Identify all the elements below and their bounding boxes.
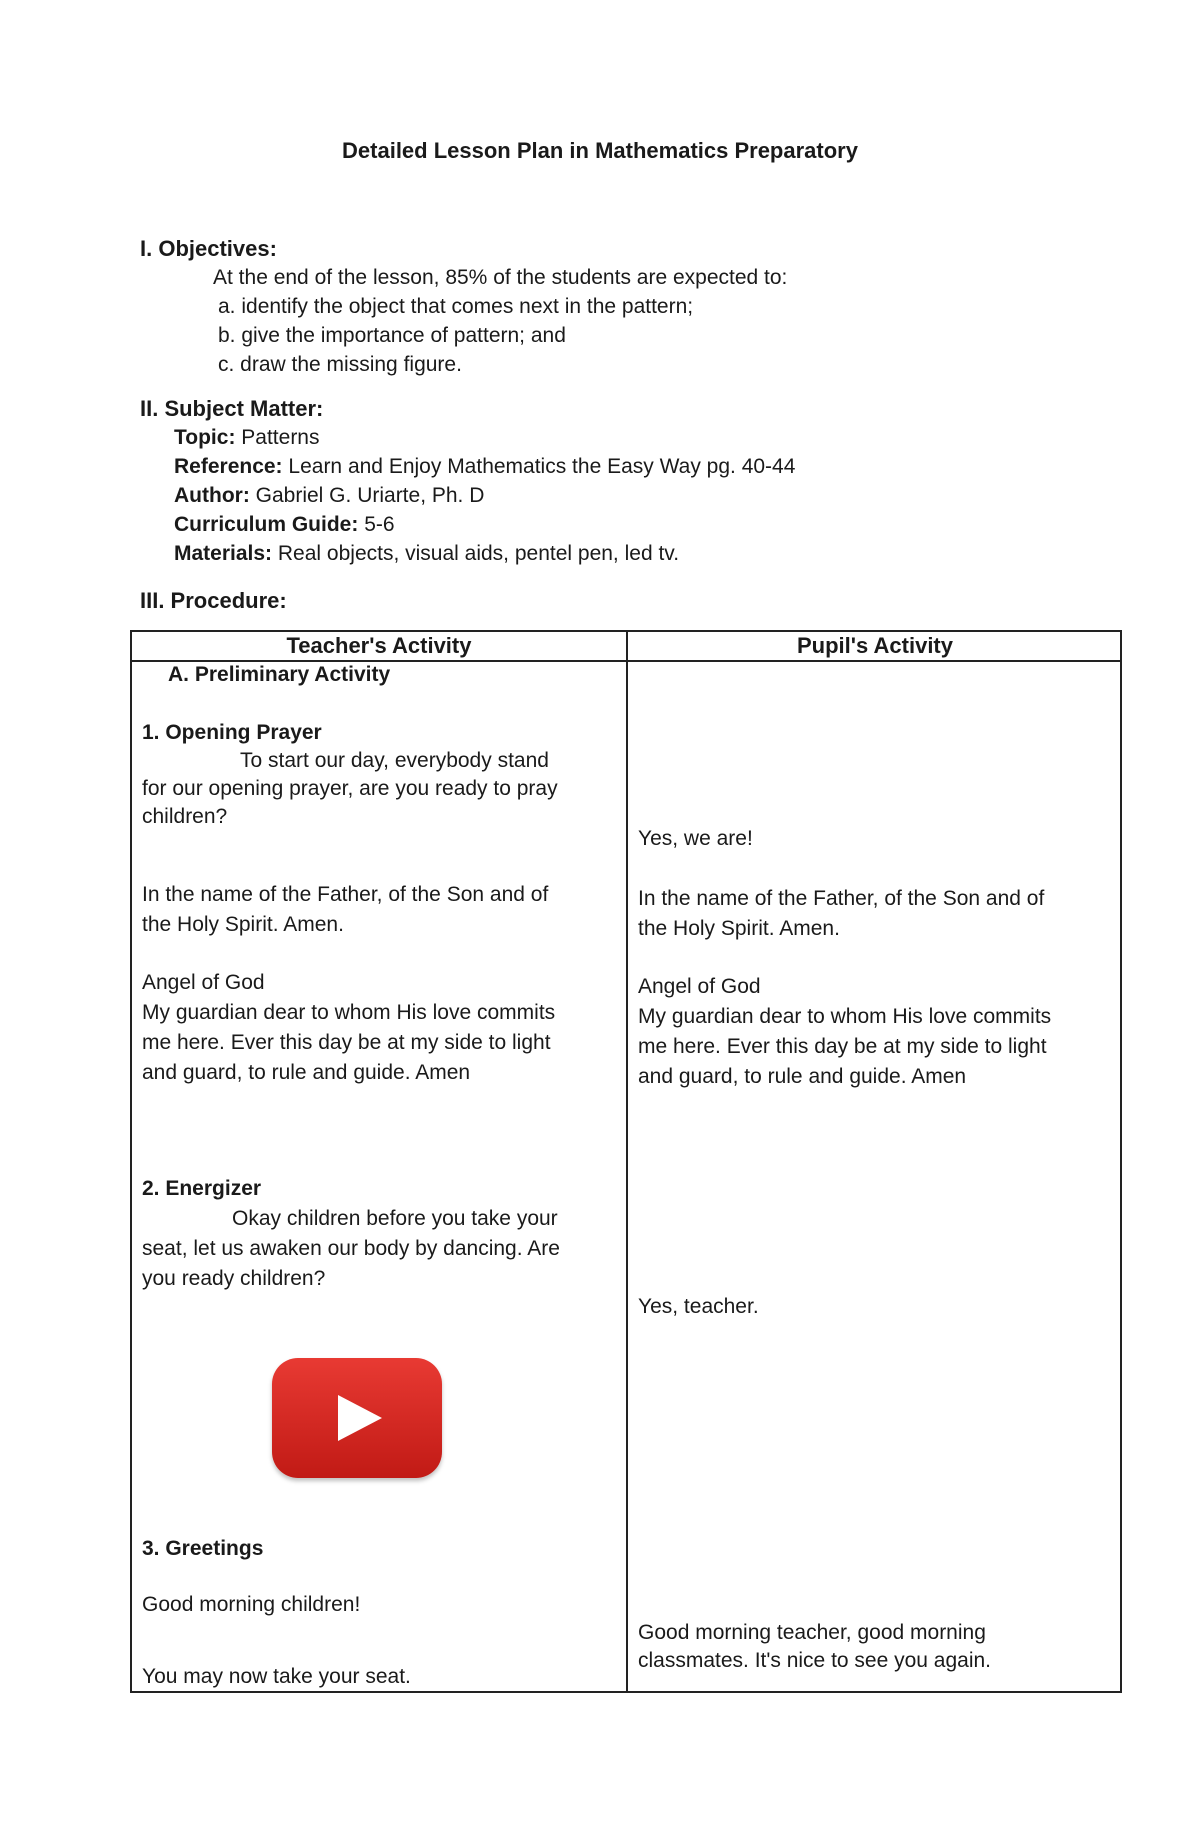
teacher-text: To start our day, everybody stand xyxy=(240,749,549,772)
greetings-heading: 3. Greetings xyxy=(142,1537,264,1560)
play-triangle-icon xyxy=(338,1395,382,1441)
teacher-text: me here. Ever this day be at my side to light xyxy=(142,1031,551,1054)
field-label: Topic: xyxy=(174,426,236,449)
pupil-text: Yes, we are! xyxy=(638,827,753,850)
opening-prayer-heading: 1. Opening Prayer xyxy=(142,721,322,744)
field-label: Author: xyxy=(174,484,250,507)
field-label: Curriculum Guide: xyxy=(174,513,359,536)
pupil-text: Angel of God xyxy=(638,975,761,998)
pupil-text: and guard, to rule and guide. Amen xyxy=(638,1065,967,1088)
field-value: Gabriel G. Uriarte, Ph. D xyxy=(255,484,485,507)
field-value: Learn and Enjoy Mathematics the Easy Way pg. 40-44 xyxy=(288,455,796,478)
teacher-text: seat, let us awaken our body by dancing. Are xyxy=(142,1237,560,1260)
teacher-text: and guard, to rule and guide. Amen xyxy=(142,1061,471,1084)
teacher-text: you ready children? xyxy=(142,1267,326,1290)
curriculum-guide-field xyxy=(174,513,395,537)
teacher-text: for our opening prayer, are you ready to pray xyxy=(142,777,558,800)
field-label: Materials: xyxy=(174,542,273,565)
column-divider xyxy=(626,632,628,1691)
pupil-text: In the name of the Father, of the Son and of xyxy=(638,887,1045,910)
procedure-table xyxy=(130,630,1122,1693)
pupil-text: My guardian dear to whom His love commits xyxy=(638,1005,1052,1028)
subject-matter-heading: II. Subject Matter: xyxy=(140,396,324,421)
procedure-heading: III. Procedure: xyxy=(140,588,287,613)
pupil-text: Yes, teacher. xyxy=(638,1295,759,1318)
teacher-activity-header: Teacher's Activity xyxy=(286,633,472,658)
pupil-text: Good morning teacher, good morning xyxy=(638,1621,986,1644)
objectives-heading: I. Objectives: xyxy=(140,236,277,261)
teacher-text: In the name of the Father, of the Son and of xyxy=(142,883,549,906)
teacher-text: Angel of God xyxy=(142,971,265,994)
pupil-text: the Holy Spirit. Amen. xyxy=(638,917,840,940)
field-value: Real objects, visual aids, pentel pen, led tv. xyxy=(277,542,680,565)
objective-item: a. identify the object that comes next in the pattern; xyxy=(218,295,694,318)
pupil-activity-header: Pupil's Activity xyxy=(796,633,953,658)
materials-field xyxy=(174,542,679,566)
field-value: Patterns xyxy=(241,426,320,449)
preliminary-activity-heading: A. Preliminary Activity xyxy=(168,663,391,686)
energizer-heading: 2. Energizer xyxy=(142,1177,262,1200)
document-title: Detailed Lesson Plan in Mathematics Preparatory xyxy=(342,138,858,163)
field-value: 5-6 xyxy=(364,513,395,536)
objective-item: b. give the importance of pattern; and xyxy=(218,324,566,347)
topic-field xyxy=(174,426,320,450)
teacher-text: the Holy Spirit. Amen. xyxy=(142,913,344,936)
youtube-play-icon[interactable] xyxy=(272,1358,442,1478)
teacher-text: Good morning children! xyxy=(142,1593,361,1616)
teacher-text: Okay children before you take your xyxy=(232,1207,558,1230)
pupil-text: classmates. It's nice to see you again. xyxy=(638,1649,992,1672)
teacher-text: My guardian dear to whom His love commits xyxy=(142,1001,556,1024)
reference-field xyxy=(174,455,795,479)
field-label: Reference: xyxy=(174,455,283,478)
objectives-intro: At the end of the lesson, 85% of the students are expected to: xyxy=(213,266,788,289)
objective-item: c. draw the missing figure. xyxy=(218,353,462,376)
teacher-text: You may now take your seat. xyxy=(142,1665,411,1688)
teacher-text: children? xyxy=(142,805,228,828)
pupil-text: me here. Ever this day be at my side to light xyxy=(638,1035,1047,1058)
author-field xyxy=(174,484,484,508)
